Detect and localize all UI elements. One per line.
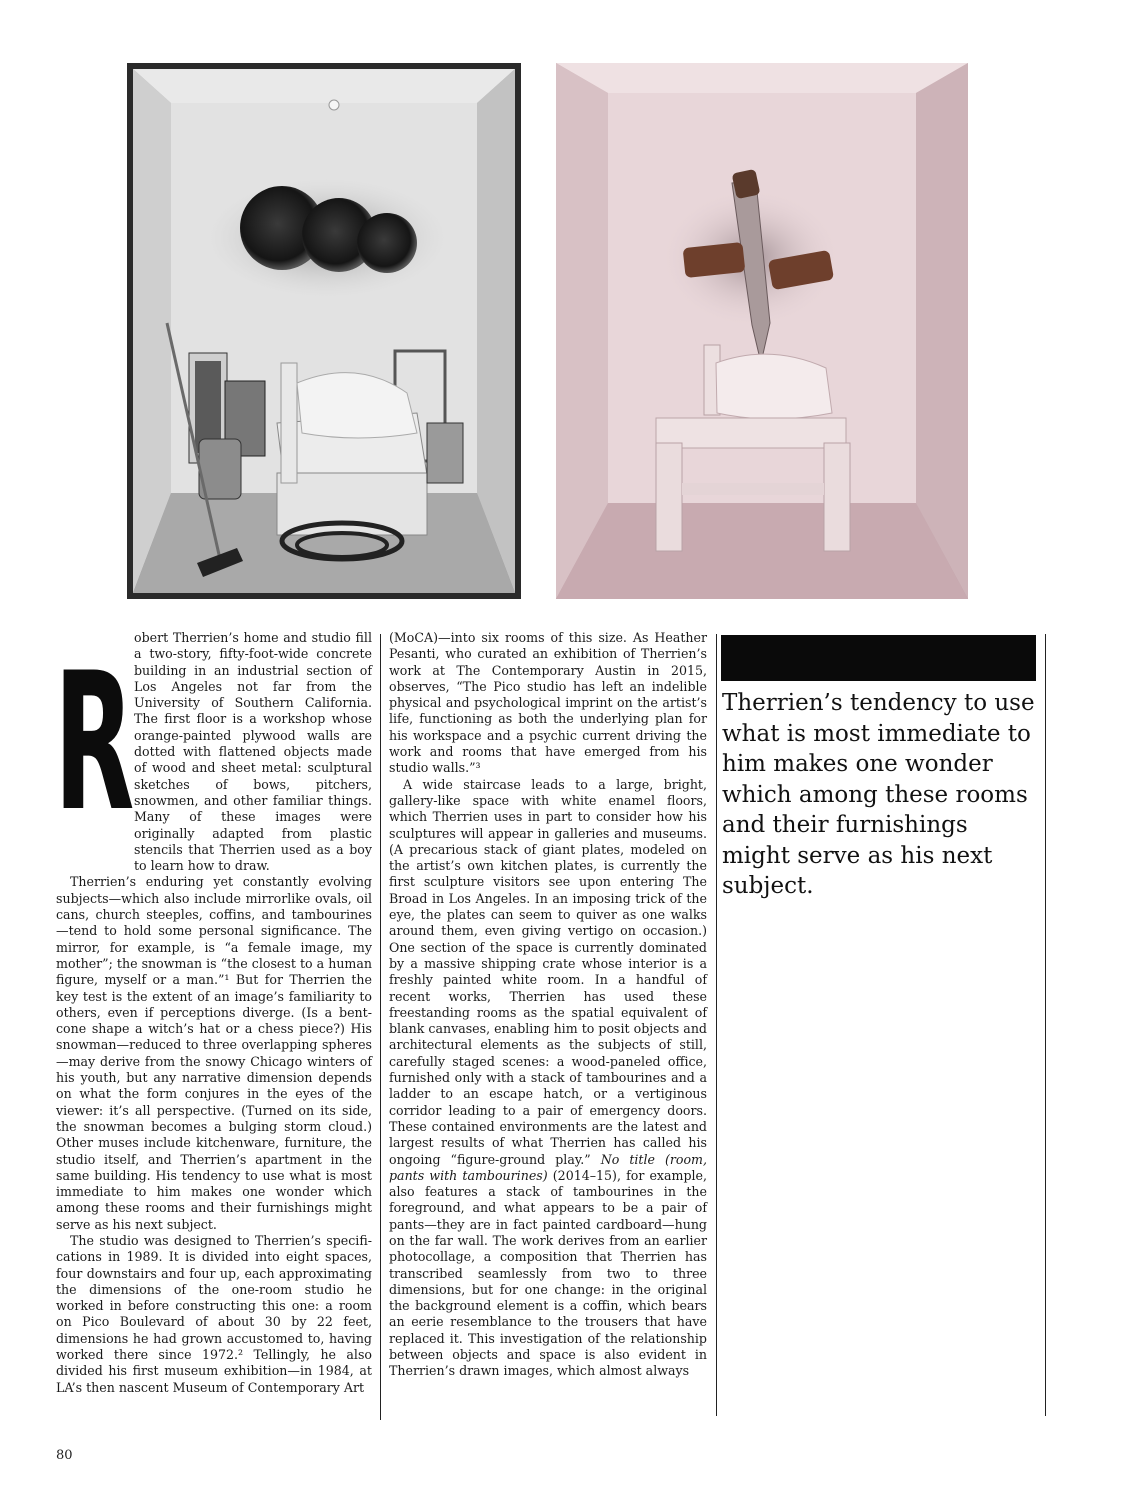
artwork-title: No title (room, pants with tambourines) <box>389 1151 707 1183</box>
pull-quote: Therrien’s tendency to use what is most immediate to him makes one wonder which among these rooms and their furnishings might serve as his next subject. <box>722 690 1035 899</box>
article-paragraph <box>56 630 372 874</box>
photo-saw-room <box>556 63 968 599</box>
column-rule <box>1045 634 1046 1416</box>
photo-snowman-room <box>127 63 521 599</box>
dropcap-container <box>54 630 133 862</box>
article-text: (2014–15), for example, also features a stack of tambourines in the foreground, and what appears to be a pair of pants—they are in fact painted cardboard—hung on the far wall. The work derives from an earlier photocollage, a composition that Therrien has transcribed seamlessly from two to three dimensions, but for one change: in the original the background element is a coffin, which bears an eerie resemblance to the trousers that have replaced it. This investigation of the relationship between objects and space is also evident in Therrien’s drawn images, which almost always <box>389 1167 707 1379</box>
article-paragraph: The studio was designed to Therrien’s specifications in 1989. It is divided into eight spaces, four downstairs and four up, each approximating the dimensions of the one-room studio he worked in before constructing this one: a room on Pico Boulevard of about 30 by 22 feet, dimensions he had grown accustomed to, having worked there since 1972.² Tellingly, he also divided his first museum exhibition—in 1984, at LA’s then nascent Museum of Contemporary Art <box>56 1232 372 1395</box>
column-rule <box>716 634 717 1416</box>
page-number: 80 <box>56 1448 73 1463</box>
article-text: A wide staircase leads to a large, bright, gallery-like space with white enamel floors, which Therrien uses in part to consider how his sculptures will appear in galleries and museums. (A precarious stack of giant plates, modeled on the artist’s own kitchen plates, is currently the first sculpture visitors see upon entering The Broad in Los Angeles. In an imposing trick of the eye, the plates can seem to quiver as one walks around them, even giving vertigo on occasion.) One section of the space is currently dominated by a massive shipping crate whose interior is a freshly painted white room. In a handful of recent works, Therrien has used these freestanding rooms as the spatial equivalent of blank canvases, enabling him to posit objects and architectural elements as the subjects of still, carefully staged scenes: a wood-paneled office, furnished only with a stack of tambourines and a ladder to an escape hatch, or a vertiginous corridor leading to a pair of emergency doors. These contained environments are the latest and largest results of what Therrien has called his ongoing “figure-ground play.” <box>389 776 707 1167</box>
saw-room-illustration <box>556 63 968 599</box>
snowman-room-illustration <box>127 63 521 599</box>
article-column-2 <box>389 630 707 1380</box>
dropcap: R <box>54 632 133 853</box>
article-paragraph <box>389 777 707 1380</box>
pull-quote-bar <box>721 635 1036 681</box>
article-paragraph: (MoCA)—into six rooms of this size. As Heather Pesanti, who curated an exhibition of Therrien’s work at The Contemporary Austin in 2015, observes, “The Pico studio has left an indelible physical and psychological imprint on the artist’s life, functioning as both the underlying plan for his workspace and a psychic current driving the work and rooms that have emerged from his studio walls.”³ <box>389 630 707 776</box>
article-column-1 <box>56 630 372 1396</box>
article-paragraph-text: obert Therrien’s home and studio fill a two-story, fifty-foot-wide concrete building in an industrial section of Los Angeles not far from the University of Southern California. The first floor is a workshop whose orange-painted plywood walls are dotted with flattened objects made of wood and sheet metal: sculptural sketches of bows, pitchers, snowmen, and other familiar things. Many of these images were originally adapted from plastic stencils that Therrien used as a boy to learn how to draw. <box>134 630 372 874</box>
article-paragraph: Therrien’s enduring yet constantly evolving subjects—which also include mirrorlike ovals, oil cans, church steeples, coffins, and tambourines—tend to hold some personal significance. The mirror, for example, is “a female image, my mother”; the snowman is “the closest to a human figure, myself or a man.”¹ But for Therrien the key test is the extent of an image’s familiarity to others, even if perceptions diverge. (Is a bent-cone shape a witch’s hat or a chess piece?) His snowman—reduced to three overlapping spheres—may derive from the snowy Chicago winters of his youth, but any narrative dimension depends on what the form conjures in the eyes of the viewer: it’s all perspective. (Turned on its side, the snowman becomes a bulging storm cloud.) Other muses include kitchenware, furniture, the studio itself, and Therrien’s apartment in the same building. His tendency to use what is most immediate to him makes one wonder which among these rooms and their furnishings might serve as his next subject. <box>56 874 372 1232</box>
column-rule <box>380 634 381 1420</box>
